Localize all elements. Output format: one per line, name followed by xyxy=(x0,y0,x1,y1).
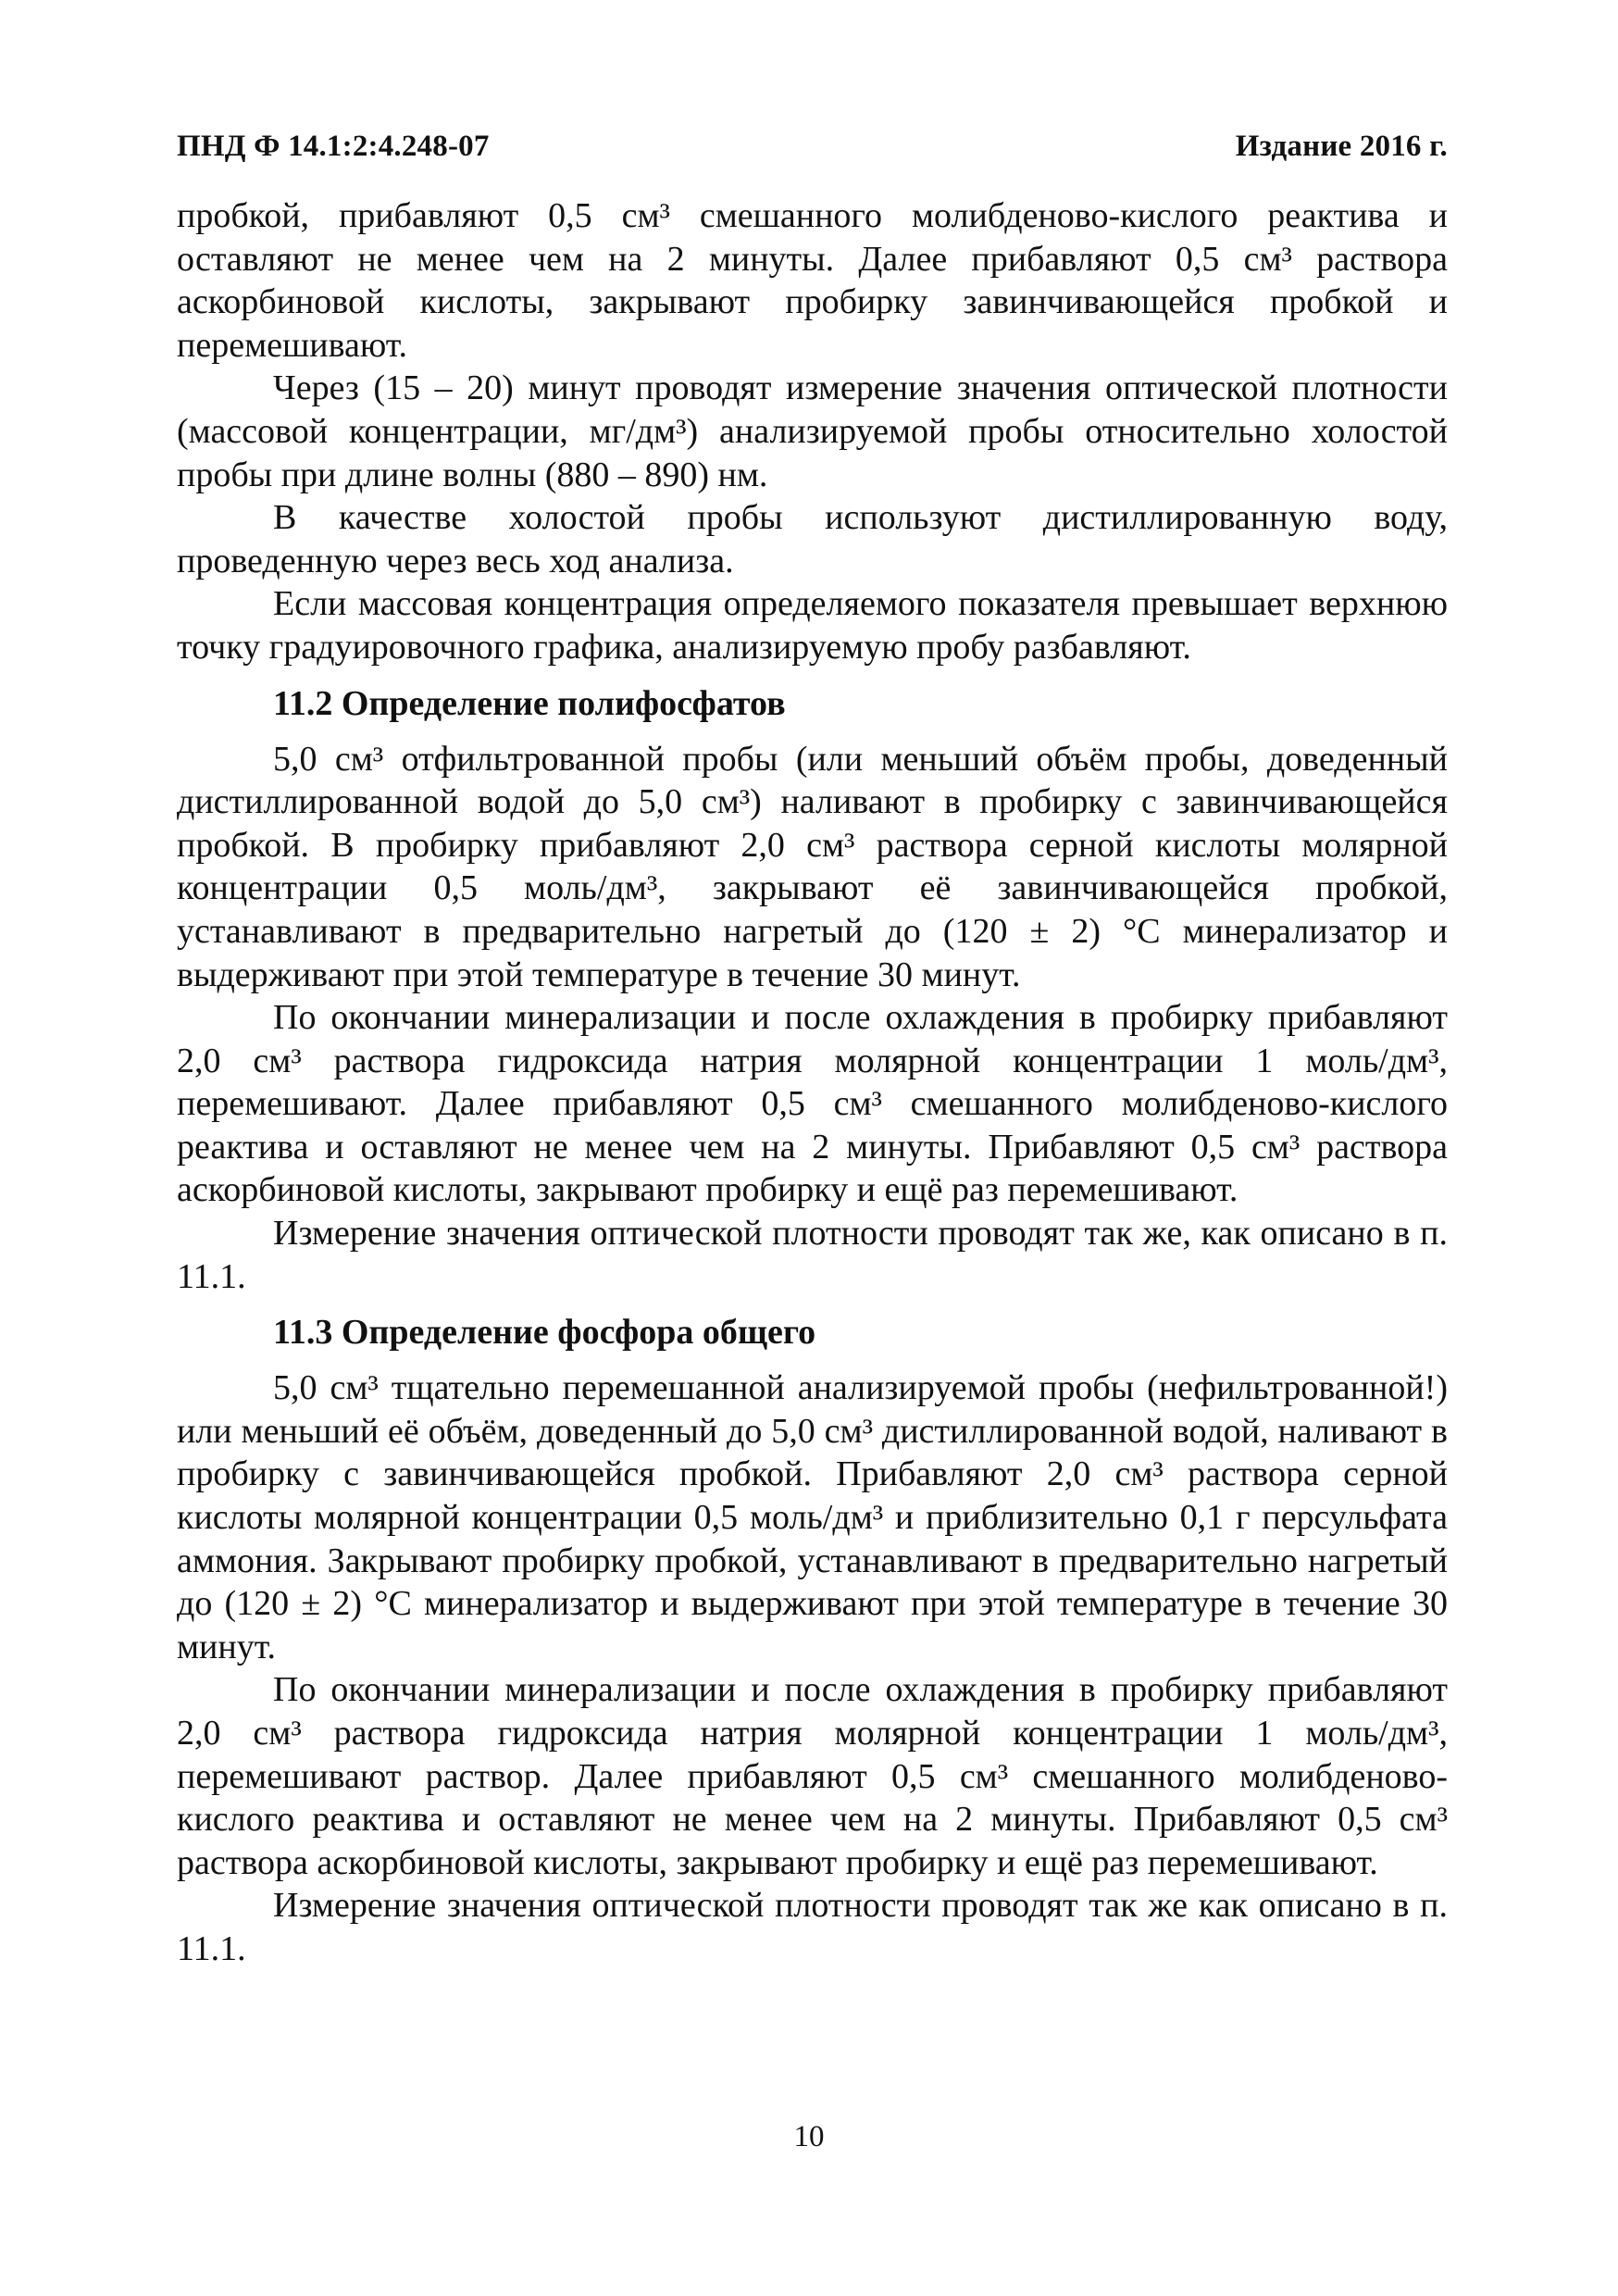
paragraph-continuation: пробкой, прибавляют 0,5 см³ смешанного молибденово-кислого реактива и оставляют не менее чем на 2 минуты. Далее прибавляют 0,5 см³ раствора аскорбиновой кислоты, закрывают пробирку завинчивающейся пробкой и перемешивают. xyxy=(177,196,1448,365)
paragraph-dilution: Если массовая концентрация определяемого показателя превышает верхнюю точку градуировочного графика, анализируемую пробу разбавляют. xyxy=(177,584,1448,667)
section-heading-11-3: 11.3 Определение фосфора общего xyxy=(273,1313,816,1353)
document-body xyxy=(177,194,1448,1971)
paragraph-measurement: Через (15 – 20) минут проводят измерение значения оптической плотности (массовой концентрации, мг/дм³) анализируемой пробы относительно холостой пробы при длине волны (880 – 890) нм. xyxy=(177,368,1448,494)
section-heading-11-2: 11.2 Определение полифосфатов xyxy=(273,683,786,723)
page-number: 10 xyxy=(793,2120,825,2153)
paragraph-blank-sample: В качестве холостой пробы используют дистиллированную воду, проведенную через весь ход анализа. xyxy=(177,498,1448,580)
section-11-3-paragraph: 5,0 см³ тщательно перемешанной анализируемой пробы (нефильтрованной!) или меньший её объём, доведенный до 5,0 см³ дистиллированной водой, наливают в пробирку с завинчивающейся пробкой. Прибавляют 2,0 см³ раствора серной кислоты молярной концентрации 0,5 моль/дм³ и приблизительно 0,1 г персульфата аммония. Закрывают пробирку пробкой, устанавливают в предварительно нагретый до (120 ± 2) °С минерализатор и выдерживают при этой температуре в течение 30 минут. xyxy=(177,1368,1448,1666)
document-code: ПНД Ф 14.1:2:4.248-07 xyxy=(177,130,490,163)
section-11-3-paragraph: По окончании минерализации и после охлаждения в пробирку прибавляют 2,0 см³ раствора гидроксида натрия молярной концентрации 1 моль/дм³, перемешивают раствор. Далее прибавляют 0,5 см³ смешанного молибденово-кислого реактива и оставляют не менее чем на 2 минуты. Прибавляют 0,5 см³ раствора аскорбиновой кислоты, закрывают пробирку и ещё раз перемешивают. xyxy=(177,1670,1448,1882)
edition-label: Издание 2016 г. xyxy=(1235,130,1448,163)
section-11-2-paragraph: Измерение значения оптической плотности проводят так же, как описано в п. 11.1. xyxy=(177,1214,1448,1296)
section-11-3-paragraph: Измерение значения оптической плотности проводят так же как описано в п. 11.1. xyxy=(177,1886,1448,1968)
section-11-2-paragraph: 5,0 см³ отфильтрованной пробы (или меньший объём пробы, доведенный дистиллированной водой до 5,0 см³) наливают в пробирку с завинчивающейся пробкой. В пробирку прибавляют 2,0 см³ раствора серной кислоты молярной концентрации 0,5 моль/дм³, закрывают её завинчивающейся пробкой, устанавливают в предварительно нагретый до (120 ± 2) °С минерализатор и выдерживают при этой температуре в течение 30 минут. xyxy=(177,739,1448,994)
section-11-2-paragraph: По окончании минерализации и после охлаждения в пробирку прибавляют 2,0 см³ раствора гидроксида натрия молярной концентрации 1 моль/дм³, перемешивают. Далее прибавляют 0,5 см³ смешанного молибденово-кислого реактива и оставляют не менее чем на 2 минуты. Прибавляют 0,5 см³ раствора аскорбиновой кислоты, закрывают пробирку и ещё раз перемешивают. xyxy=(177,998,1448,1210)
